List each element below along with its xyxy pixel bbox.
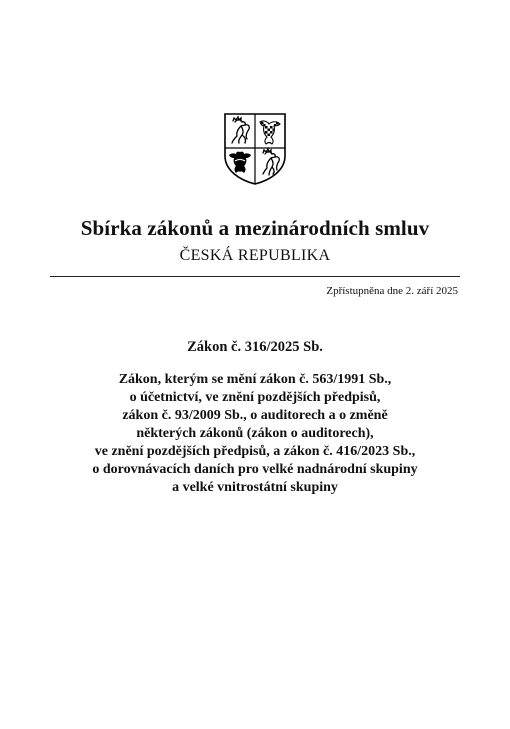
law-title [40,371,470,497]
czech-coat-of-arms-icon [223,112,287,186]
law-title-line: zákon č. 93/2009 Sb., o auditorech a o změně [122,408,388,423]
law-title-line: o dorovnávacích daních pro velké nadnárodní skupiny [92,462,418,477]
collection-title: Sbírka zákonů a mezinárodních smluv [80,216,430,240]
law-title-line: některých zákonů (zákon o auditorech), [136,426,374,441]
publication-date: Zpřístupněna dne 2. září 2025 [326,285,458,297]
law-title-line: a velké vnitrostátní skupiny [172,480,338,495]
law-number: Zákon č. 316/2025 Sb. [187,339,323,355]
law-title-line: ve znění pozdějších předpisů, a zákon č. 416/2023 Sb., [94,444,416,459]
country-name: ČESKÁ REPUBLIKA [179,247,331,264]
header-divider [50,276,460,277]
law-title-line: o účetnictví, ve znění pozdějších předpisů, [129,390,381,405]
law-title-line: Zákon, kterým se mění zákon č. 563/1991 Sb., [118,372,392,387]
